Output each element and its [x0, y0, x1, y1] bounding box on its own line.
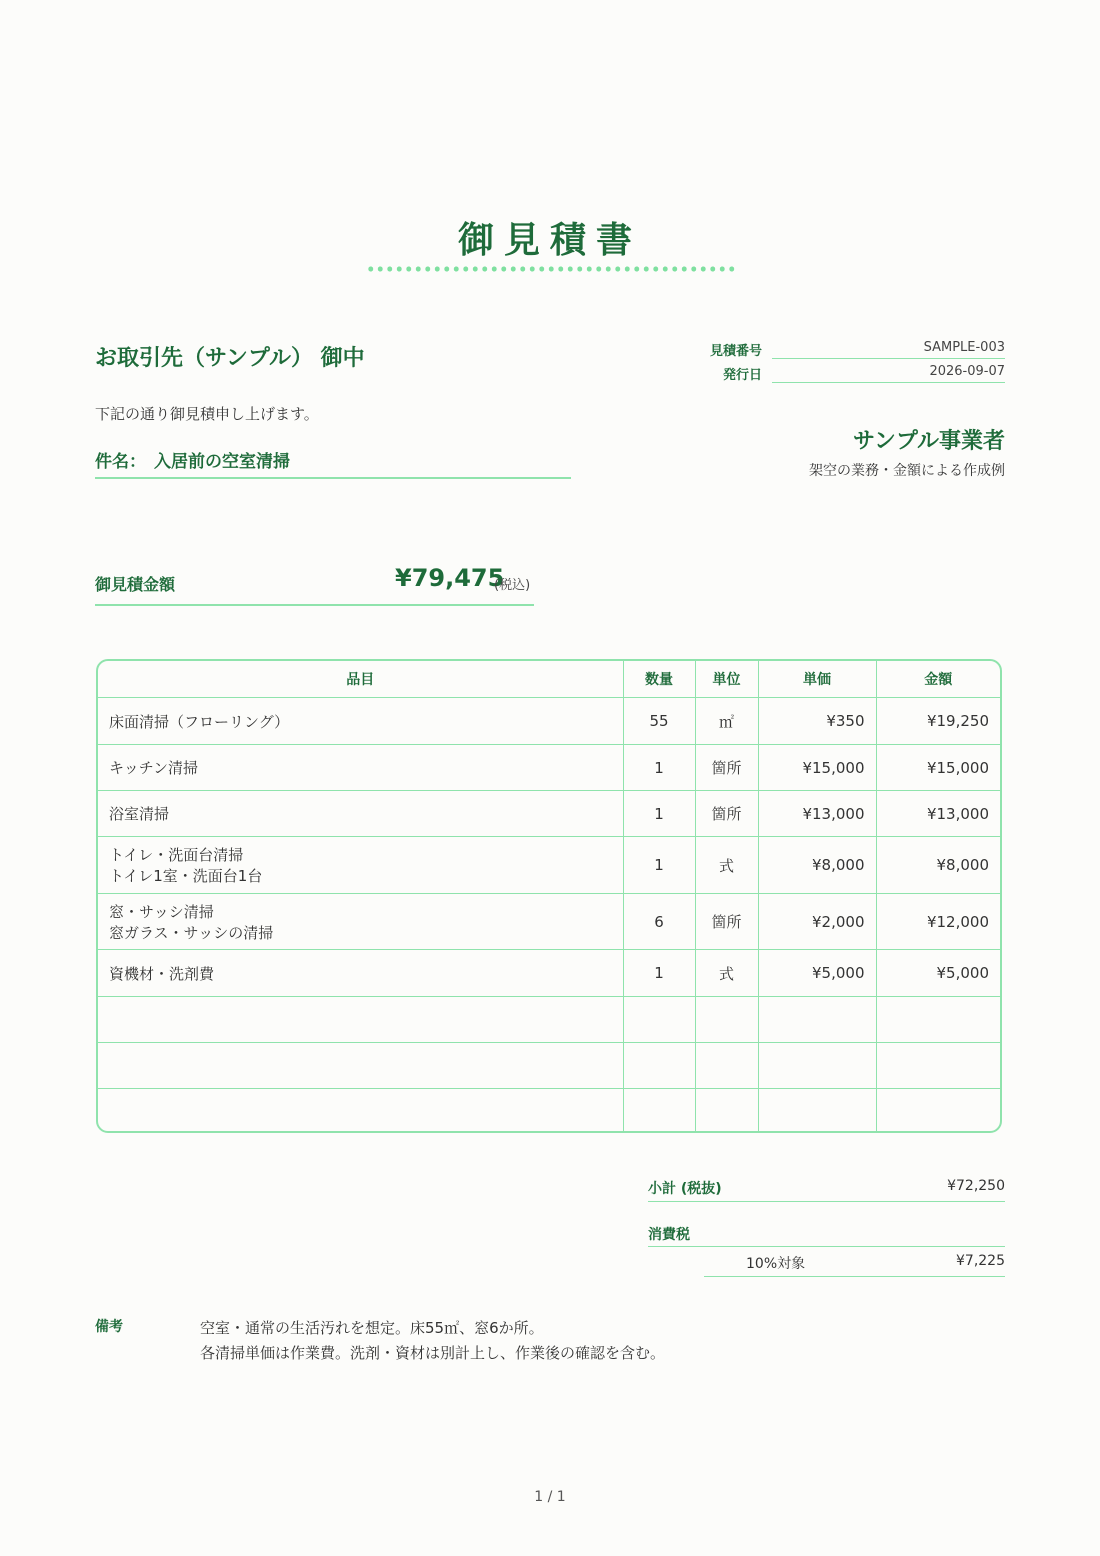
empty-table-row: [98, 997, 1000, 1043]
estimate-number-row: [700, 340, 1005, 362]
item-name: 浴室清掃: [109, 805, 170, 823]
subtotal-divider: [648, 1201, 1005, 1202]
empty-table-row: [98, 1043, 1000, 1089]
item-cell: [98, 791, 623, 837]
notes-label: 備考: [95, 1319, 123, 1335]
tax-label-row: [648, 1224, 1005, 1246]
item-cell: [98, 894, 623, 950]
notes-line-1: 空室・通常の生活汚れを想定。床55㎡、窓6か所。: [200, 1319, 544, 1337]
subject-value: 入居前の空室清掃: [154, 452, 290, 472]
issuer-name: サンプル事業者: [852, 429, 1005, 454]
subject-line: [95, 447, 571, 479]
item-name: 資機材・洗剤費: [109, 964, 215, 983]
unit-cell: 箇所: [695, 745, 758, 791]
tax-divider: [648, 1246, 1005, 1247]
price-cell: ¥5,000: [758, 950, 876, 997]
intro-text: 下記の通り御見積申し上げます。: [95, 405, 319, 423]
table-row: [98, 745, 1000, 791]
title-underline: [366, 266, 736, 272]
item-cell: [98, 745, 623, 791]
tax-detail-row: [648, 1253, 1005, 1275]
qty-cell: 6: [623, 894, 695, 950]
tax-included-note: (税込): [494, 578, 531, 593]
line-items-table: [96, 659, 1002, 1133]
item-cell: [98, 837, 623, 894]
amount-cell: ¥5,000: [876, 950, 1000, 997]
tax-rate-label: 10%対象: [746, 1256, 806, 1272]
qty-cell: 1: [623, 791, 695, 837]
unit-cell: 式: [695, 837, 758, 894]
table-row: [98, 950, 1000, 997]
item-name: 窓・サッシ清掃: [109, 902, 214, 921]
price-cell: ¥350: [758, 698, 876, 745]
amount-cell: ¥15,000: [876, 745, 1000, 791]
issuer-note: 架空の業務・金額による作成例: [809, 463, 1005, 479]
item-detail: トイレ1室・洗面台1台: [109, 867, 263, 885]
table-row: [98, 698, 1000, 745]
item-name: 床面清掃（フローリング）: [109, 712, 290, 731]
header-amount: 金額: [876, 661, 1000, 698]
document-title: 御見積書: [457, 220, 642, 261]
estimate-number-label: 見積番号: [709, 344, 762, 359]
unit-cell: 式: [695, 950, 758, 997]
price-cell: ¥2,000: [758, 894, 876, 950]
unit-cell: ㎡: [695, 698, 758, 745]
item-name: キッチン清掃: [109, 759, 198, 777]
notes-line-2: 各清掃単価は作業費。洗剤・資材は別計上し、作業後の確認を含む。: [200, 1344, 666, 1362]
qty-cell: 1: [623, 745, 695, 791]
total-amount-value: ¥79,475: [395, 564, 505, 592]
amount-cell: ¥12,000: [876, 894, 1000, 950]
amount-cell: ¥13,000: [876, 791, 1000, 837]
header-price: 単価: [758, 661, 876, 698]
unit-cell: 箇所: [695, 894, 758, 950]
empty-table-row: [98, 1089, 1000, 1132]
unit-cell: 箇所: [695, 791, 758, 837]
item-cell: [98, 698, 623, 745]
total-amount-label: 御見積金額: [95, 575, 176, 594]
price-cell: ¥15,000: [758, 745, 876, 791]
issue-date-value: 2026-09-07: [772, 364, 1005, 383]
table-row: [98, 837, 1000, 894]
notes-text: [200, 1316, 665, 1366]
amount-cell: ¥19,250: [876, 698, 1000, 745]
subtotal-value: ¥72,250: [947, 1178, 1005, 1194]
table-row: [98, 791, 1000, 837]
subtotal-row: [648, 1178, 1005, 1202]
total-amount-box: [95, 562, 534, 606]
estimate-number-value: SAMPLE-003: [772, 340, 1005, 359]
price-cell: ¥13,000: [758, 791, 876, 837]
qty-cell: 1: [623, 837, 695, 894]
header-qty: 数量: [623, 661, 695, 698]
page-number: 1 / 1: [534, 1489, 566, 1505]
item-detail: 窓ガラス・サッシの清掃: [109, 923, 274, 942]
issue-date-label: 発行日: [722, 368, 762, 383]
subject-label: 件名：: [95, 452, 146, 472]
tax-value: ¥7,225: [956, 1253, 1005, 1269]
table-header-row: [98, 661, 1000, 698]
qty-cell: 55: [623, 698, 695, 745]
subtotal-label: 小計 (税抜): [648, 1181, 722, 1197]
table-row: [98, 894, 1000, 950]
client-name: お取引先（サンプル） 御中: [95, 346, 365, 371]
tax-label: 消費税: [648, 1227, 690, 1243]
tax-detail-divider: [704, 1276, 1005, 1277]
qty-cell: 1: [623, 950, 695, 997]
header-item: 品目: [98, 661, 623, 698]
item-cell: [98, 950, 623, 997]
header-unit: 単位: [695, 661, 758, 698]
item-name: トイレ・洗面台清掃: [109, 846, 244, 864]
issue-date-row: [700, 364, 1005, 386]
price-cell: ¥8,000: [758, 837, 876, 894]
amount-cell: ¥8,000: [876, 837, 1000, 894]
